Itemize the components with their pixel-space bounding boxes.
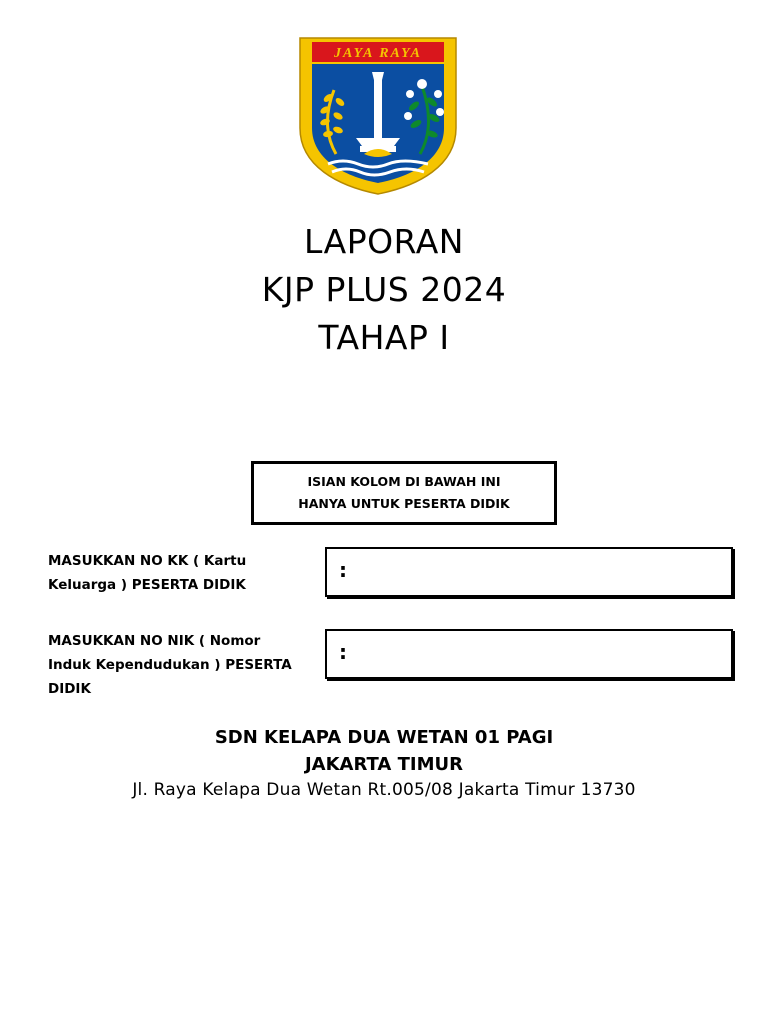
emblem-motto: JAYA RAYA (334, 46, 422, 61)
kk-label-line-1: MASUKKAN NO KK ( Kartu (48, 553, 247, 569)
school-name: SDN KELAPA DUA WETAN 01 PAGI (214, 727, 554, 748)
school-info (0, 724, 768, 802)
nik-number-field[interactable] (325, 629, 733, 679)
jakarta-emblem (298, 36, 458, 196)
notice-line-2: HANYA UNTUK PESERTA DIDIK (298, 496, 510, 511)
nik-label-line-1: MASUKKAN NO NIK ( Nomor (48, 633, 261, 649)
report-title (0, 218, 768, 362)
kk-label-line-2: Keluarga ) PESERTA DIDIK (48, 577, 246, 593)
notice-box (251, 461, 557, 525)
kk-field-colon: : (339, 558, 347, 582)
kk-field-label (48, 549, 298, 597)
nik-label-line-2: Induk Kependudukan ) PESERTA (48, 657, 292, 673)
school-address: Jl. Raya Kelapa Dua Wetan Rt.005/08 Jakarta Timur 13730 (132, 780, 636, 800)
nik-label-line-3: DIDIK (48, 681, 91, 697)
title-line-2: KJP PLUS 2024 (261, 270, 507, 309)
nik-field-label (48, 629, 323, 701)
kk-number-field[interactable] (325, 547, 733, 597)
title-line-1: LAPORAN (304, 222, 464, 261)
nik-field-colon: : (339, 640, 347, 664)
school-city: JAKARTA TIMUR (304, 754, 463, 775)
title-line-3: TAHAP I (318, 318, 450, 357)
notice-line-1: ISIAN KOLOM DI BAWAH INI (307, 474, 501, 489)
jakarta-emblem-icon (298, 36, 458, 196)
